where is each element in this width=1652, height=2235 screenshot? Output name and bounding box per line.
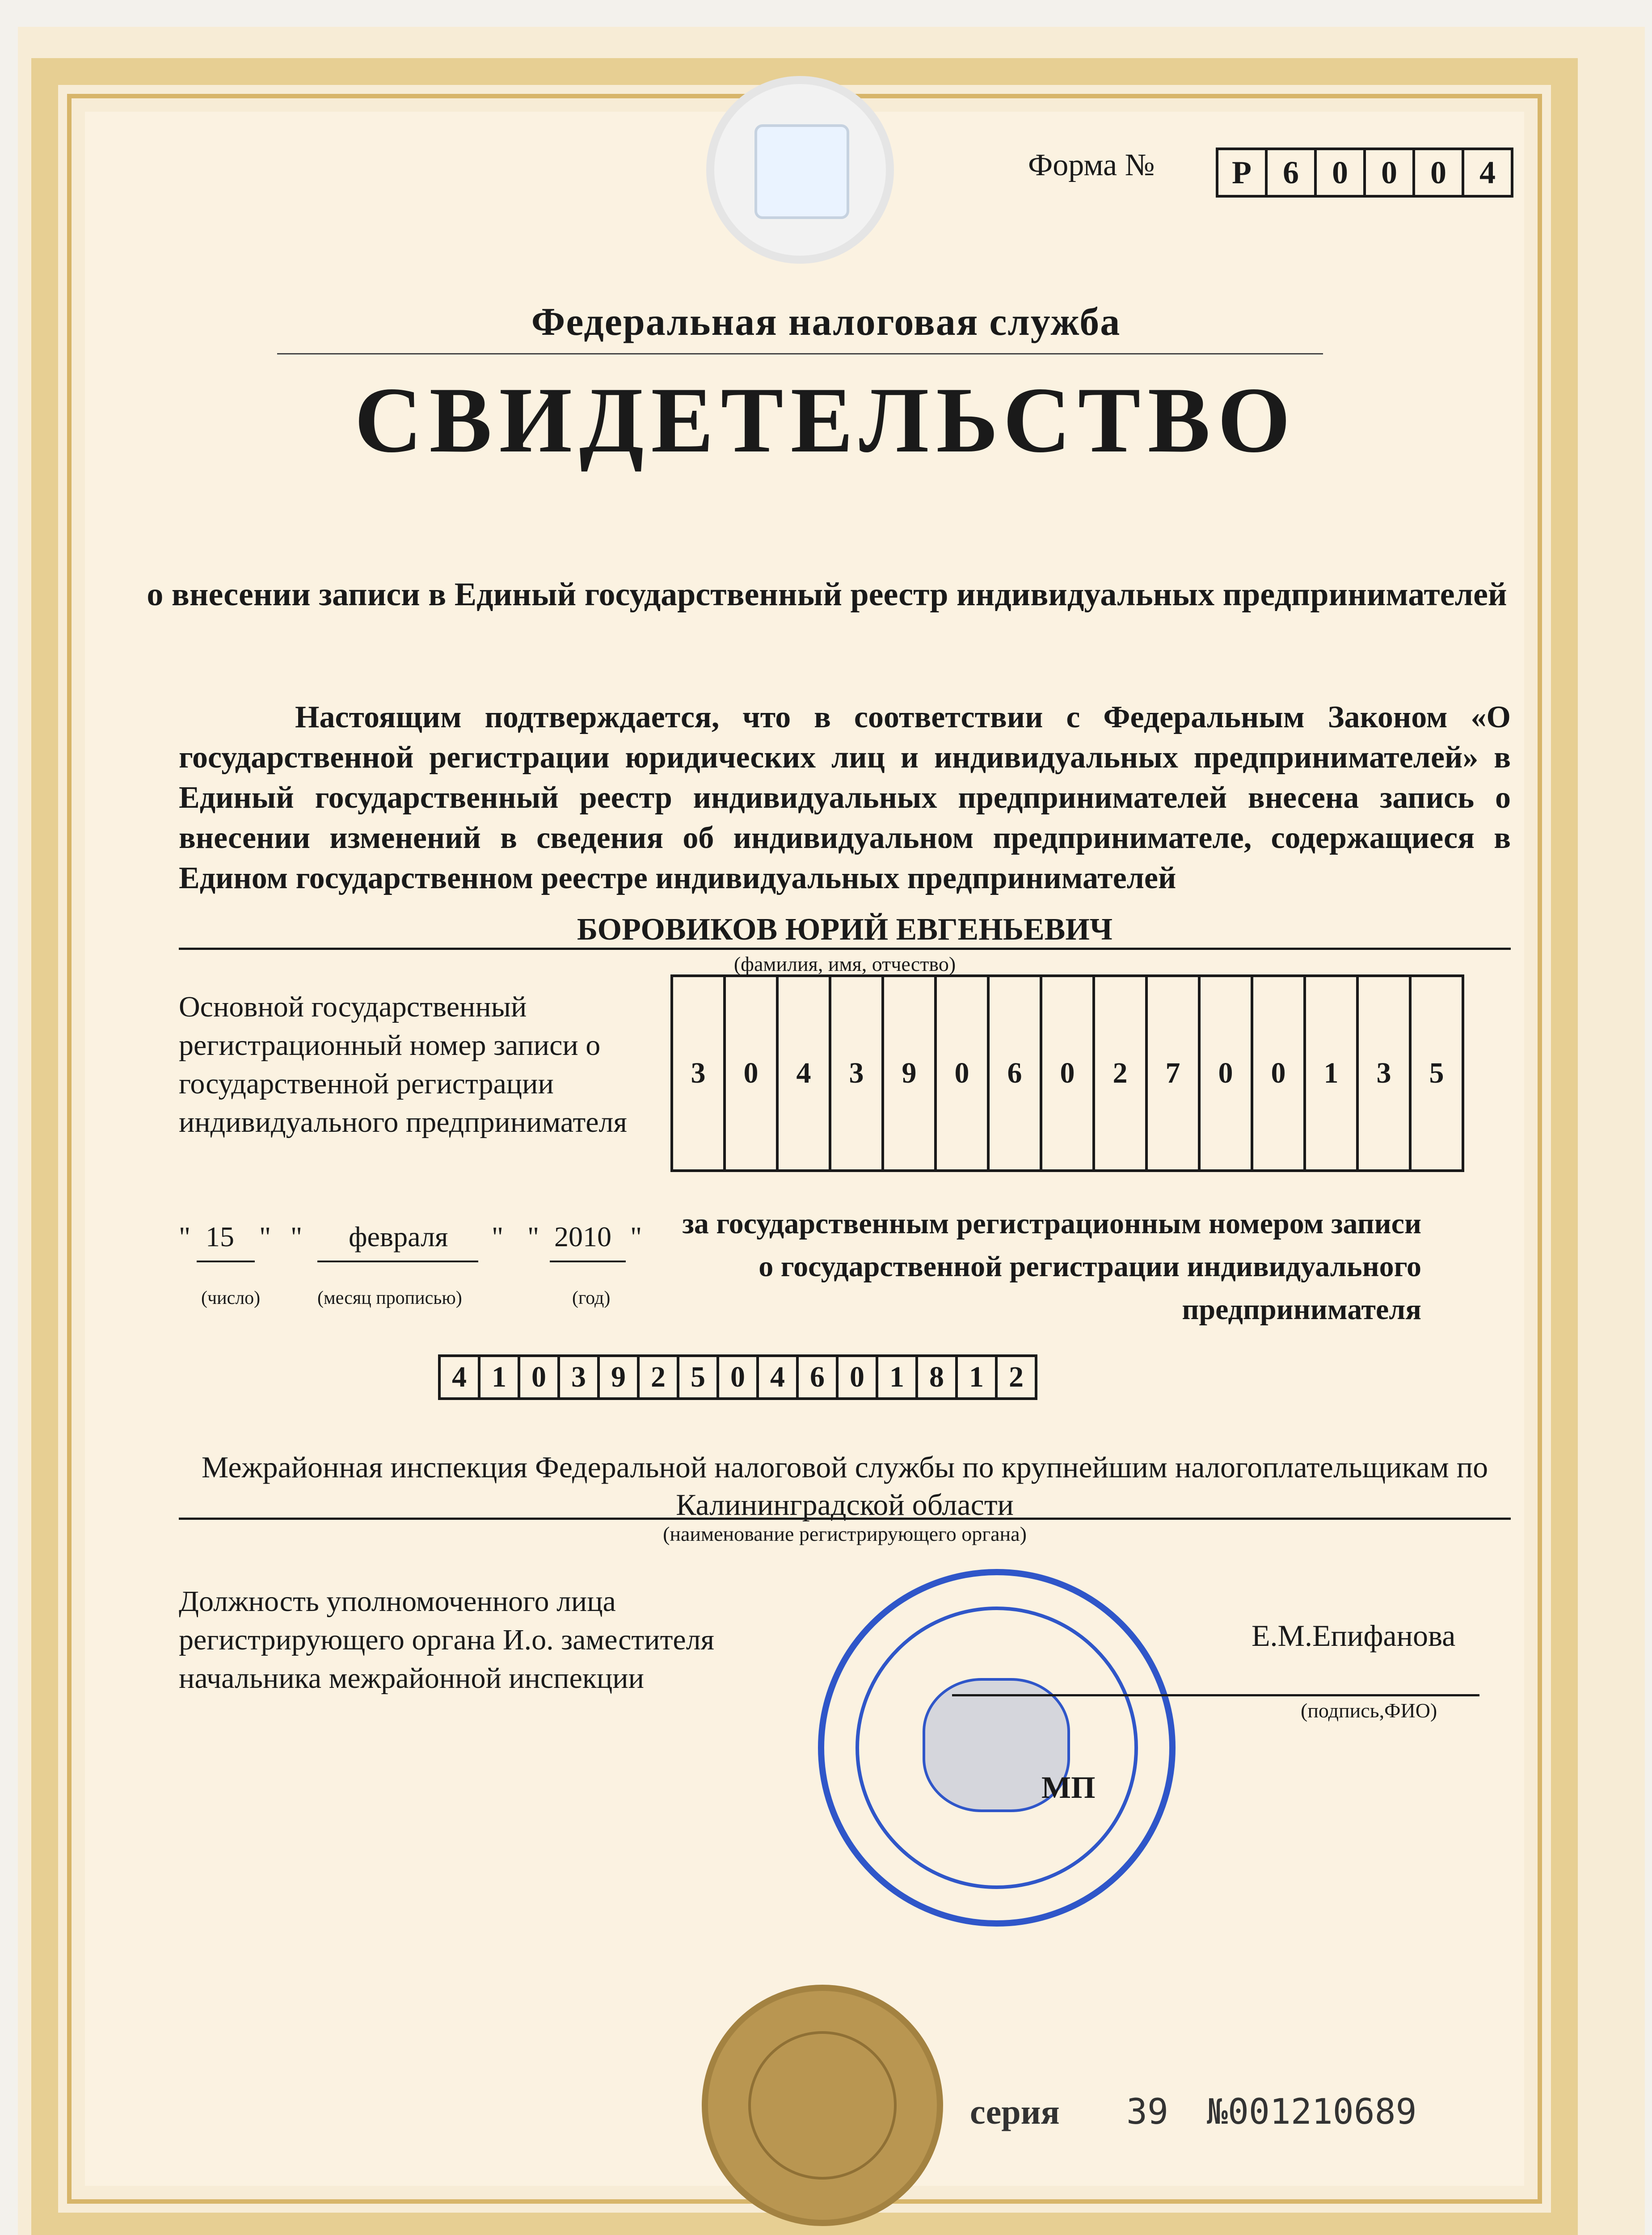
ogrnip-label: Основной государственный регистрационный номер записи о государственной регистрации индивидуального предпринимателя (179, 991, 627, 1139)
date-month: февраля (349, 1221, 448, 1252)
grn-digit: 4 (441, 1357, 480, 1397)
ogrnip-digit: 5 (1429, 1057, 1444, 1089)
quote-mark: " (291, 1221, 303, 1252)
coat-of-arms-icon (748, 2031, 897, 2180)
divider (179, 1518, 1511, 1520)
grn-digit: 3 (560, 1357, 600, 1397)
year-caption: (год) (572, 1288, 611, 1308)
paragraph-text: Настоящим подтверждается, что в соответствии с Федеральным Законом «О государственной регистрации юридических лиц и индивидуальных предпринимателей» в Единый государственный реестр индивидуальных предпринимателей внесена запись о внесении изменений в сведения об индивидуальном предпринимателе, содержащиеся в Едином государственном реестре индивидуальных предпринимателей (179, 700, 1511, 895)
ogrnip-digit: 4 (779, 977, 831, 1169)
ogrnip-digit: 3 (673, 977, 726, 1169)
grn-digit: 1 (480, 1357, 520, 1397)
grn-digit: 2 (640, 1357, 679, 1397)
official-stamp (818, 1569, 1176, 1927)
entrepreneur-name: БОРОВИКОВ ЮРИЙ ЕВГЕНЬЕВИЧ (577, 912, 1113, 947)
forma-digit: 0 (1415, 150, 1464, 195)
grn-digit: 8 (918, 1357, 958, 1397)
quote-mark: " (527, 1221, 539, 1252)
forma-digit: 0 (1317, 150, 1366, 195)
divider (277, 353, 1323, 354)
ogrnip-digit: 0 (1042, 977, 1095, 1169)
quote-mark: " (630, 1221, 642, 1252)
ogrnip-digit: 3 (1359, 977, 1412, 1169)
date-year: 2010 (554, 1221, 611, 1252)
forma-digit: 0 (1366, 150, 1415, 195)
ogrnip-digit: 0 (1253, 977, 1306, 1169)
hologram-emblem (706, 76, 894, 264)
ogrnip-digit: 3 (831, 977, 884, 1169)
name-caption: (фамилия, имя, отчество) (733, 953, 956, 975)
ogrnip-digit: 2 (1095, 977, 1148, 1169)
grn-digit: 0 (520, 1357, 560, 1397)
gold-seal (702, 1985, 943, 2226)
grn-digit: 5 (679, 1357, 719, 1397)
coat-of-arms-icon (754, 124, 849, 219)
grn-number (438, 1354, 1037, 1400)
registering-authority: Межрайонная инспекция Федеральной налоговой службы по крупнейшим налогоплательщикам по Калининградской области (201, 1450, 1488, 1522)
date-day: 15 (206, 1221, 234, 1252)
series-label: серия (970, 2092, 1060, 2131)
grn-intro: за государственным регистрационным номером записи о государственной регистрации индивидуального предпринимателя (682, 1207, 1421, 1326)
forma-digit: Р (1218, 150, 1268, 195)
confirmation-paragraph (179, 697, 1511, 898)
day-caption: (число) (201, 1288, 261, 1308)
day-underline (197, 1261, 255, 1262)
month-caption: (месяц прописью) (317, 1288, 462, 1308)
document-subtitle: о внесении записи в Единый государственный реестр индивидуальных предпринимателей (147, 576, 1507, 613)
grn-digit: 2 (1009, 1361, 1024, 1393)
ogrnip-digit: 7 (1148, 977, 1201, 1169)
official-position: Должность уполномоченного лица регистрирующего органа И.о. заместителя начальника межрайонной инспекции (179, 1585, 715, 1695)
forma-digit: 6 (1268, 150, 1317, 195)
forma-number (1216, 148, 1513, 198)
grn-digit: 9 (600, 1357, 640, 1397)
signature-line (952, 1694, 1479, 1696)
document-title: СВИДЕТЕЛЬСТВО (354, 368, 1298, 472)
series-value: 39 (1126, 2092, 1168, 2132)
authority-caption: (наименование регистрирующего органа) (663, 1522, 1027, 1545)
grn-digit: 6 (799, 1357, 839, 1397)
ogrnip-digit: 1 (1306, 977, 1359, 1169)
ogrnip-digit: 9 (884, 977, 937, 1169)
grn-digit: 4 (759, 1357, 799, 1397)
serial-number: №001210689 (1207, 2092, 1417, 2132)
month-underline (317, 1261, 478, 1262)
ogrnip-digit: 6 (990, 977, 1042, 1169)
signature-caption: (подпись,ФИО) (1301, 1699, 1437, 1722)
grn-digit: 1 (958, 1357, 998, 1397)
official-name: Е.М.Епифанова (1252, 1619, 1456, 1653)
ogrnip-digit: 0 (1201, 977, 1253, 1169)
seal-place-label: МП (1041, 1771, 1096, 1805)
forma-label: Форма № (1028, 148, 1155, 182)
ogrnip-digit: 0 (937, 977, 990, 1169)
divider (179, 948, 1511, 950)
grn-digit: 0 (719, 1357, 759, 1397)
quote-mark: " (492, 1221, 504, 1252)
forma-digit: 4 (1479, 154, 1496, 190)
ogrnip-number (670, 974, 1464, 1172)
ogrnip-digit: 0 (726, 977, 779, 1169)
quote-mark: " (179, 1221, 191, 1252)
grn-digit: 0 (839, 1357, 878, 1397)
quote-mark: " (259, 1221, 271, 1252)
agency-name: Федеральная налоговая служба (531, 300, 1121, 344)
year-underline (550, 1261, 626, 1262)
grn-digit: 1 (878, 1357, 918, 1397)
